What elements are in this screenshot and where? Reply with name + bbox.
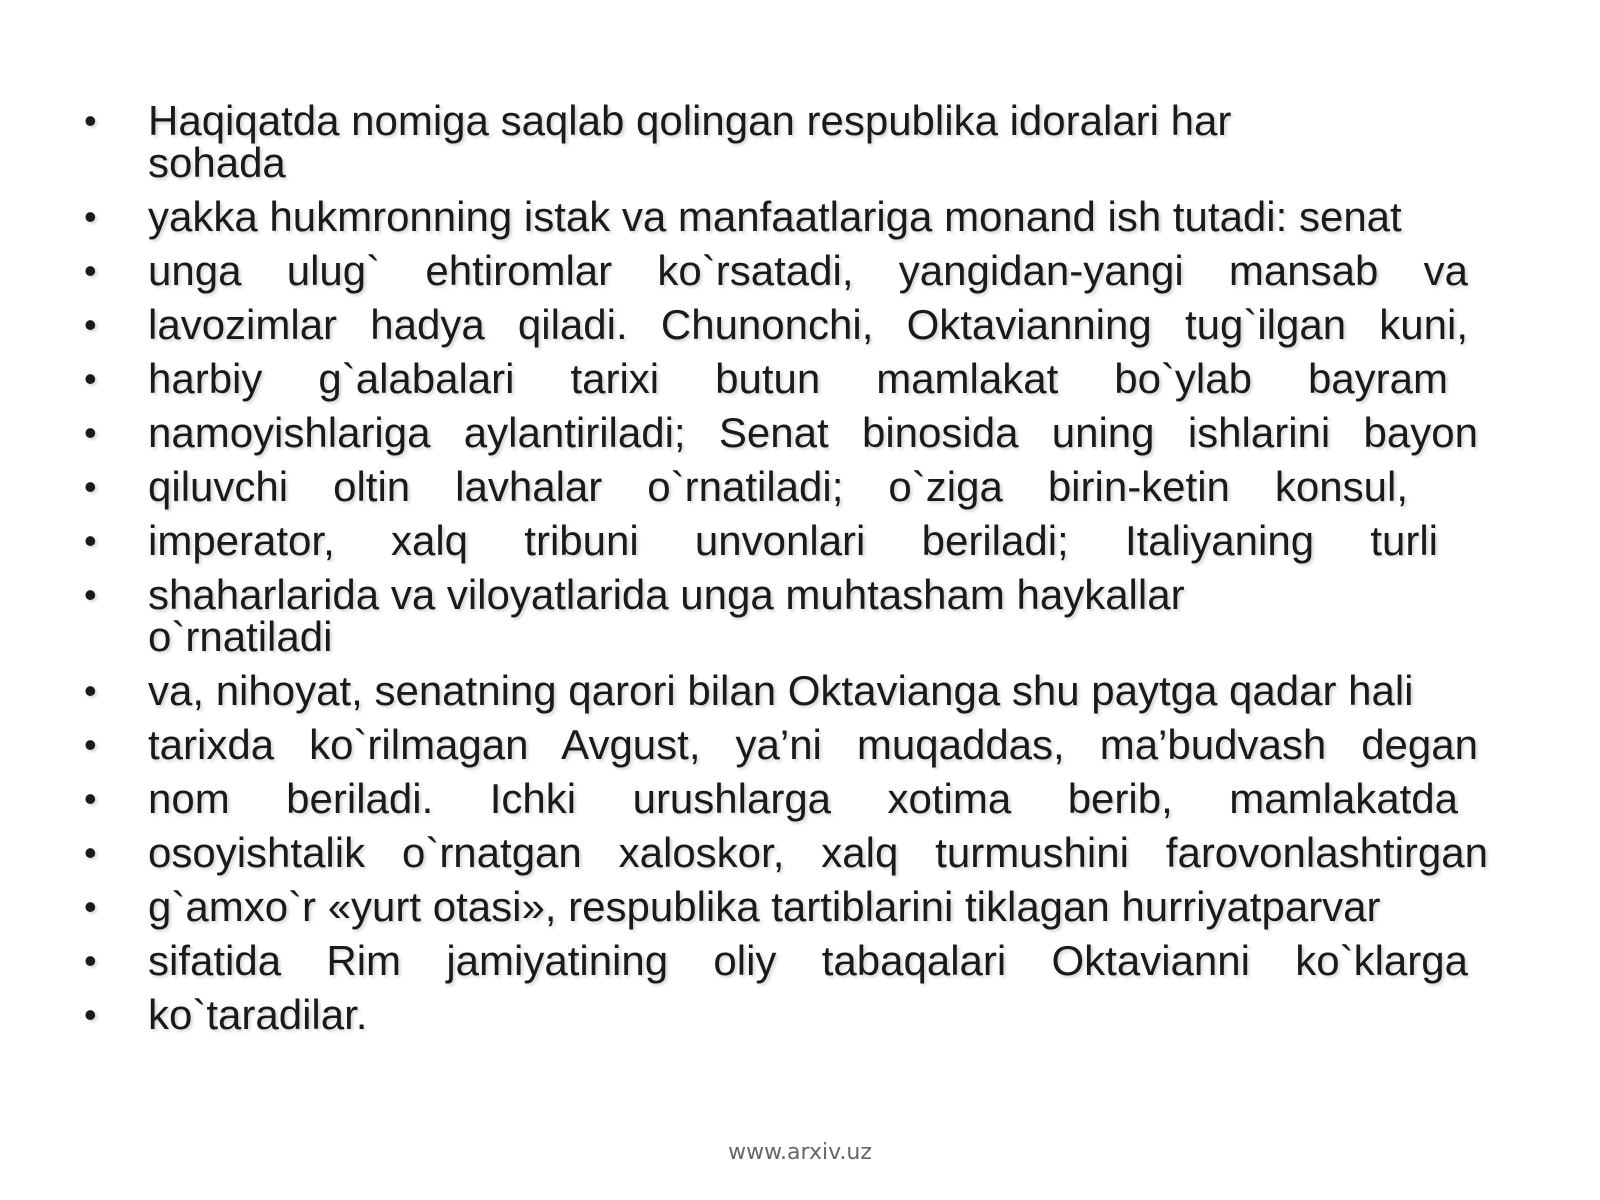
- bullet-icon: •: [84, 520, 97, 561]
- bullet-item-9: [80, 571, 1308, 660]
- bullet-icon: •: [84, 358, 97, 399]
- bullet-item-11: [80, 721, 1478, 768]
- bullet-text: unga ulug` ehtiromlar ko`rsatadi, yangidan-yangi mansab va: [148, 247, 1468, 294]
- bullet-text: shaharlarida va viloyatlarida unga muhtasham haykallar o`rnatiladi: [148, 571, 1185, 660]
- bullet-icon: •: [84, 778, 97, 819]
- bullet-text: lavozimlar hadya qiladi. Chunonchi, Oktavianning tug`ilgan kuni,: [148, 301, 1468, 348]
- bullet-text: yakka hukmronning istak va manfaatlariga monand ish tutadi: senat: [148, 193, 1402, 240]
- bullet-item-5: [80, 355, 1448, 402]
- bullet-item-16: [80, 991, 1520, 1038]
- bullet-item-2: [80, 193, 1520, 240]
- bullet-text: imperator, xalq tribuni unvonlari beriladi; Italiyaning turli: [148, 517, 1438, 564]
- bullet-text: harbiy g`alabalari tarixi butun mamlakat bo`ylab bayram: [148, 355, 1448, 402]
- bullet-icon: •: [84, 994, 97, 1035]
- bullet-text: nom beriladi. Ichki urushlarga xotima berib, mamlakatda: [148, 775, 1458, 822]
- bullet-icon: •: [84, 574, 97, 615]
- bullet-icon: •: [84, 250, 97, 291]
- bullet-icon: •: [84, 670, 97, 711]
- bullet-item-10: [80, 667, 1520, 714]
- bullet-item-13: [80, 829, 1488, 876]
- bullet-icon: •: [84, 466, 97, 507]
- bullet-item-12: [80, 775, 1458, 822]
- bullet-text: va, nihoyat, senatning qarori bilan Oktavianga shu paytga qadar hali: [148, 667, 1414, 714]
- bullet-text: Haqiqatda nomiga saqlab qolingan respublika idoralari har sohada: [148, 97, 1232, 186]
- bullet-item-3: [80, 247, 1468, 294]
- bullet-text: namoyishlariga aylantiriladi; Senat binosida uning ishlarini bayon: [148, 409, 1478, 456]
- bullet-icon: •: [84, 412, 97, 453]
- bullet-item-8: [80, 517, 1438, 564]
- bullet-item-6: [80, 409, 1478, 456]
- bullet-icon: •: [84, 940, 97, 981]
- bullet-text: tarixda ko`rilmagan Avgust, ya’ni muqaddas, ma’budvash degan: [148, 721, 1478, 768]
- bullet-list: [80, 97, 1520, 1048]
- bullet-item-15: [80, 937, 1468, 984]
- bullet-item-4: [80, 301, 1468, 348]
- bullet-icon: •: [84, 196, 97, 237]
- bullet-item-7: [80, 463, 1408, 510]
- bullet-icon: •: [84, 832, 97, 873]
- bullet-text: g`amxo`r «yurt otasi», respublika tartiblarini tiklagan hurriyatparvar: [148, 883, 1381, 930]
- bullet-text: ko`taradilar.: [148, 991, 368, 1038]
- bullet-text: sifatida Rim jamiyatining oliy tabaqalari Oktavianni ko`klarga: [148, 937, 1468, 984]
- bullet-text: qiluvchi oltin lavhalar o`rnatiladi; o`ziga birin-ketin konsul,: [148, 463, 1408, 510]
- bullet-icon: •: [84, 100, 97, 141]
- bullet-icon: •: [84, 886, 97, 927]
- footer-url: www.arxiv.uz: [728, 1140, 872, 1165]
- bullet-item-1: [80, 97, 1348, 186]
- bullet-item-14: [80, 883, 1520, 930]
- bullet-text: osoyishtalik o`rnatgan xaloskor, xalq turmushini farovonlashtirgan: [148, 829, 1488, 876]
- bullet-icon: •: [84, 304, 97, 345]
- bullet-icon: •: [84, 724, 97, 765]
